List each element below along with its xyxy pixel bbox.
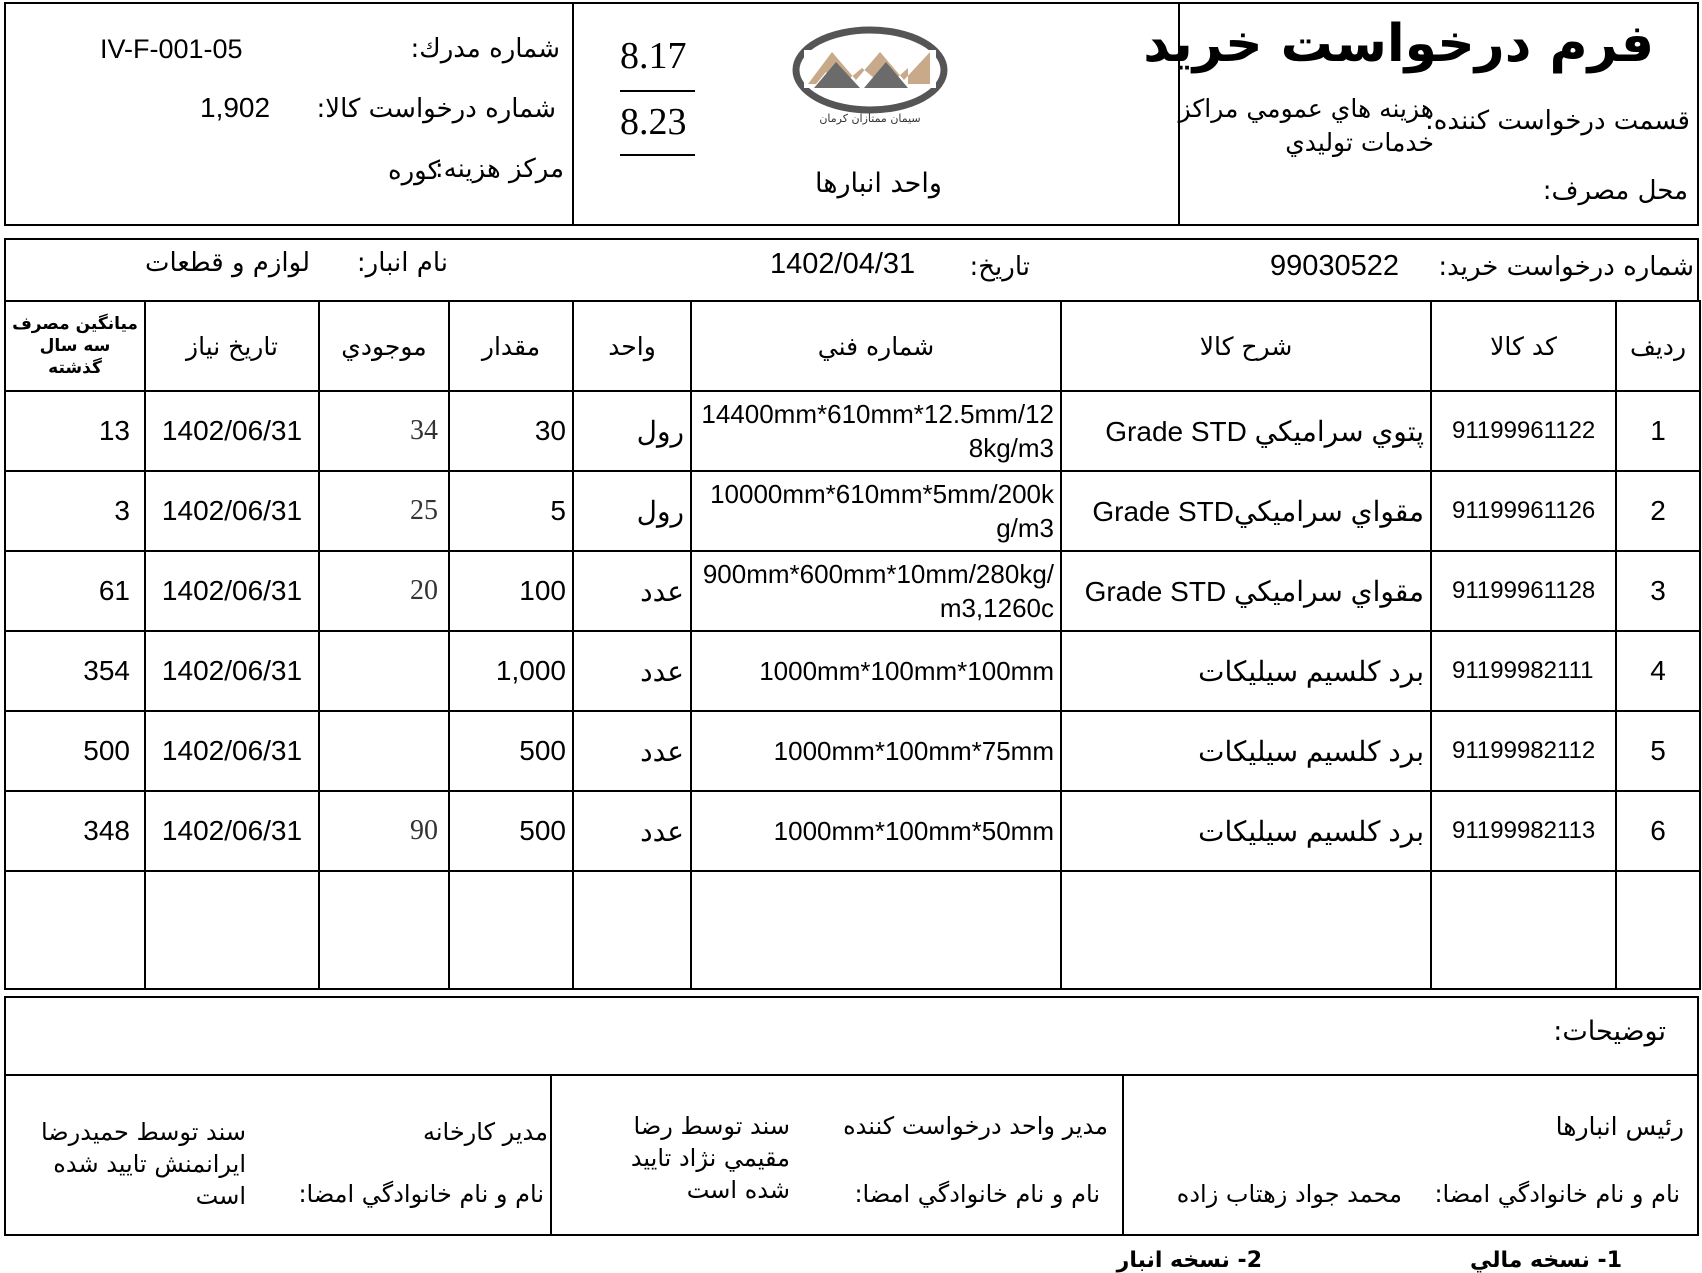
cell-avg: 13 (5, 391, 145, 471)
cell-stock: 20 (319, 551, 449, 631)
doc-number-value: IV-F-001-05 (100, 34, 243, 64)
signatures-box (4, 1074, 1699, 1236)
cell-tech: 1000mm*100mm*75mm (691, 711, 1061, 791)
cell-tech: 1000mm*100mm*50mm (691, 791, 1061, 871)
avg-header-line1: ميانگين مصرف (12, 314, 138, 334)
cell-need-date: 1402/06/31 (145, 391, 319, 471)
col-header-row: رديف (1616, 301, 1700, 391)
requester-manager-title: مدير واحد درخواست كننده (843, 1112, 1108, 1140)
empty-cell (5, 871, 145, 989)
form-title: فرم درخواست خريد (1143, 14, 1654, 74)
cell-need-date: 1402/06/31 (145, 711, 319, 791)
cell-row-number: 2 (1616, 471, 1700, 551)
factory-manager-sign-label: نام و نام خانوادگي امضا: (298, 1180, 544, 1208)
requester-manager-sign-label: نام و نام خانوادگي امضا: (854, 1180, 1100, 1208)
cell-qty: 30 (449, 391, 573, 471)
requesting-dept-value: هزينه هاي عمومي مراكز (1178, 94, 1434, 123)
cell-code: 91199982113 (1431, 791, 1616, 871)
warehouse-head-sign-label: نام و نام خانوادگي امضا: (1434, 1180, 1680, 1208)
cost-center-label: مركز هزينه: (434, 154, 564, 184)
table-row (5, 551, 1700, 631)
cell-desc: برد كلسيم سيليكات (1061, 791, 1431, 871)
cell-tech: 1000mm*100mm*100mm (691, 631, 1061, 711)
col-header-qty: مقدار (449, 301, 573, 391)
cell-unit: رول (573, 471, 691, 551)
col-header-stock: موجودي (319, 301, 449, 391)
cell-unit: عدد (573, 711, 691, 791)
cell-avg: 500 (5, 711, 145, 791)
table-row (5, 631, 1700, 711)
cell-stock (319, 631, 449, 711)
warehouse-head-name: محمد جواد زهتاب زاده (1176, 1180, 1402, 1208)
consumption-place-label: محل مصرف: (1542, 176, 1688, 206)
header-divider-left (572, 2, 574, 226)
col-header-avg (5, 301, 145, 391)
doc-number-label: شماره مدرك: (410, 34, 560, 64)
cell-stock: 25 (319, 471, 449, 551)
svg-text:سیمان ممتازان کرمان: سیمان ممتازان کرمان (819, 112, 921, 125)
table-row (5, 791, 1700, 871)
empty-cell (319, 871, 449, 989)
table-row (5, 711, 1700, 791)
goods-request-label: شماره درخواست كالا: (316, 94, 556, 124)
cell-avg: 348 (5, 791, 145, 871)
cell-need-date: 1402/06/31 (145, 791, 319, 871)
cell-unit: عدد (573, 551, 691, 631)
cell-row-number: 5 (1616, 711, 1700, 791)
cell-desc: برد كلسيم سيليكات (1061, 711, 1431, 791)
version-divider-1 (620, 90, 695, 92)
cell-avg: 61 (5, 551, 145, 631)
col-header-need-date: تاريخ نياز (145, 301, 319, 391)
requesting-dept-label: قسمت درخواست كننده: (1425, 106, 1690, 136)
cell-qty: 500 (449, 791, 573, 871)
cell-row-number: 1 (1616, 391, 1700, 471)
factory-manager-note: سند توسط حميدرضا ايرانمنش تاييد شده است (40, 1118, 246, 1210)
cost-center-value: كوره (388, 156, 440, 186)
empty-cell (145, 871, 319, 989)
cell-tech: 14400mm*610mm*12.5mm/128kg/m3 (691, 391, 1061, 471)
empty-cell (691, 871, 1061, 989)
empty-cell (1431, 871, 1616, 989)
warehouse-value: لوازم و قطعات (144, 248, 310, 278)
cell-stock: 90 (319, 791, 449, 871)
cell-need-date: 1402/06/31 (145, 631, 319, 711)
cell-row-number: 6 (1616, 791, 1700, 871)
table-row (5, 471, 1700, 551)
empty-cell (1061, 871, 1431, 989)
cell-desc: پتوي سراميكي Grade STD (1061, 391, 1431, 471)
cell-tech: 900mm*600mm*10mm/280kg/m3,1260c (691, 551, 1061, 631)
cell-unit: عدد (573, 631, 691, 711)
table-row (5, 391, 1700, 471)
purchase-request-value: 99030522 (1270, 250, 1400, 282)
cell-code: 91199982112 (1431, 711, 1616, 791)
company-logo (790, 22, 950, 127)
empty-cell (573, 871, 691, 989)
cell-need-date: 1402/06/31 (145, 551, 319, 631)
table-header-row (5, 301, 1700, 391)
col-header-desc: شرح كالا (1061, 301, 1431, 391)
cell-need-date: 1402/06/31 (145, 471, 319, 551)
items-table (4, 300, 1701, 990)
cell-code: 91199982111 (1431, 631, 1616, 711)
version-bottom: 8.23 (620, 101, 687, 143)
notes-label: توضيحات: (1553, 1016, 1666, 1047)
cell-code: 91199961122 (1431, 391, 1616, 471)
warehouse-label: نام انبار: (356, 248, 448, 278)
copy-2: 2- نسخه انبار (1116, 1248, 1262, 1273)
cell-avg: 3 (5, 471, 145, 551)
factory-manager-title: مدير كارخانه (422, 1118, 548, 1146)
cell-qty: 500 (449, 711, 573, 791)
cell-desc: برد كلسيم سيليكات (1061, 631, 1431, 711)
sig-divider-2 (550, 1074, 552, 1236)
cell-row-number: 3 (1616, 551, 1700, 631)
goods-request-value: 1,902 (200, 92, 271, 123)
cell-qty: 1,000 (449, 631, 573, 711)
cell-code: 91199961128 (1431, 551, 1616, 631)
cell-qty: 5 (449, 471, 573, 551)
empty-cell (449, 871, 573, 989)
version-top: 8.17 (620, 35, 687, 77)
empty-row (5, 871, 1700, 989)
avg-header-line2: سه سال گذشته (39, 336, 111, 378)
cell-stock (319, 711, 449, 791)
cell-unit: رول (573, 391, 691, 471)
cell-avg: 354 (5, 631, 145, 711)
version-divider-2 (620, 154, 695, 156)
cell-stock: 34 (319, 391, 449, 471)
requesting-dept-value-line2: خدمات توليدي (1285, 128, 1434, 157)
date-value: 1402/04/31 (770, 248, 916, 280)
notes-box (4, 996, 1699, 1076)
cell-tech: 10000mm*610mm*5mm/200kg/m3 (691, 471, 1061, 551)
unit-name: واحد انبارها (815, 168, 942, 199)
date-label: تاريخ: (969, 252, 1030, 282)
cell-row-number: 4 (1616, 631, 1700, 711)
warehouse-head-title: رئيس انبارها (1555, 1112, 1684, 1141)
sig-divider-1 (1122, 1074, 1124, 1236)
empty-cell (1616, 871, 1700, 989)
copy-1: 1- نسخه مالي (1469, 1248, 1622, 1273)
cell-qty: 100 (449, 551, 573, 631)
cell-desc: مقواي سراميكيGrade STD (1061, 471, 1431, 551)
col-header-code: كد كالا (1431, 301, 1616, 391)
cell-code: 91199961126 (1431, 471, 1616, 551)
purchase-request-label: شماره درخواست خريد: (1438, 252, 1694, 282)
cell-desc: مقواي سراميكي Grade STD (1061, 551, 1431, 631)
cell-unit: عدد (573, 791, 691, 871)
requester-manager-note: سند توسط رضا مقيمي نژاد تاييد شده است (630, 1112, 790, 1204)
col-header-unit: واحد (573, 301, 691, 391)
col-header-tech: شماره فني (691, 301, 1061, 391)
